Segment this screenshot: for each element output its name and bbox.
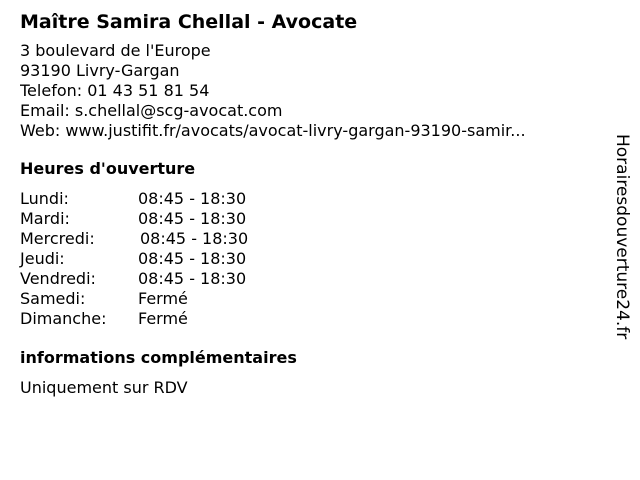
day-hours: 08:45 - 18:30 — [138, 269, 247, 288]
hours-row-saturday — [20, 289, 600, 309]
day-hours: 08:45 - 18:30 — [138, 209, 247, 228]
day-label: Jeudi: — [20, 249, 65, 268]
day-label: Mardi: — [20, 209, 70, 228]
day-label: Vendredi: — [20, 269, 96, 288]
hours-table — [20, 189, 600, 329]
address-line-2: 93190 Livry-Gargan — [20, 61, 180, 80]
day-hours: Fermé — [138, 309, 188, 328]
day-label: Lundi: — [20, 189, 69, 208]
hours-row-monday — [20, 189, 600, 209]
hours-row-sunday — [20, 309, 600, 329]
day-hours: 08:45 - 18:30 — [140, 229, 249, 248]
day-hours: Fermé — [138, 289, 188, 308]
hours-row-tuesday — [20, 209, 600, 229]
info-text: Uniquement sur RDV — [20, 378, 188, 397]
hours-row-wednesday — [20, 229, 600, 249]
day-label: Mercredi: — [20, 229, 95, 248]
hours-row-thursday — [20, 249, 600, 269]
web-line: Web: www.justifit.fr/avocats/avocat-livry-gargan-93190-samir... — [20, 121, 526, 140]
phone-line: Telefon: 01 43 51 81 54 — [20, 81, 210, 100]
day-hours: 08:45 - 18:30 — [138, 189, 247, 208]
address-line-1: 3 boulevard de l'Europe — [20, 41, 211, 60]
day-label: Dimanche: — [20, 309, 107, 328]
hours-heading: Heures d'ouverture — [20, 159, 196, 178]
business-card — [20, 10, 600, 398]
email-line: Email: s.chellal@scg-avocat.com — [20, 101, 283, 120]
site-watermark: Horairesdouverture24.fr — [612, 134, 632, 340]
day-label: Samedi: — [20, 289, 86, 308]
hours-row-friday — [20, 269, 600, 289]
day-hours: 08:45 - 18:30 — [138, 249, 247, 268]
info-heading: informations complémentaires — [20, 348, 297, 367]
business-name: Maître Samira Chellal - Avocate — [20, 11, 358, 33]
